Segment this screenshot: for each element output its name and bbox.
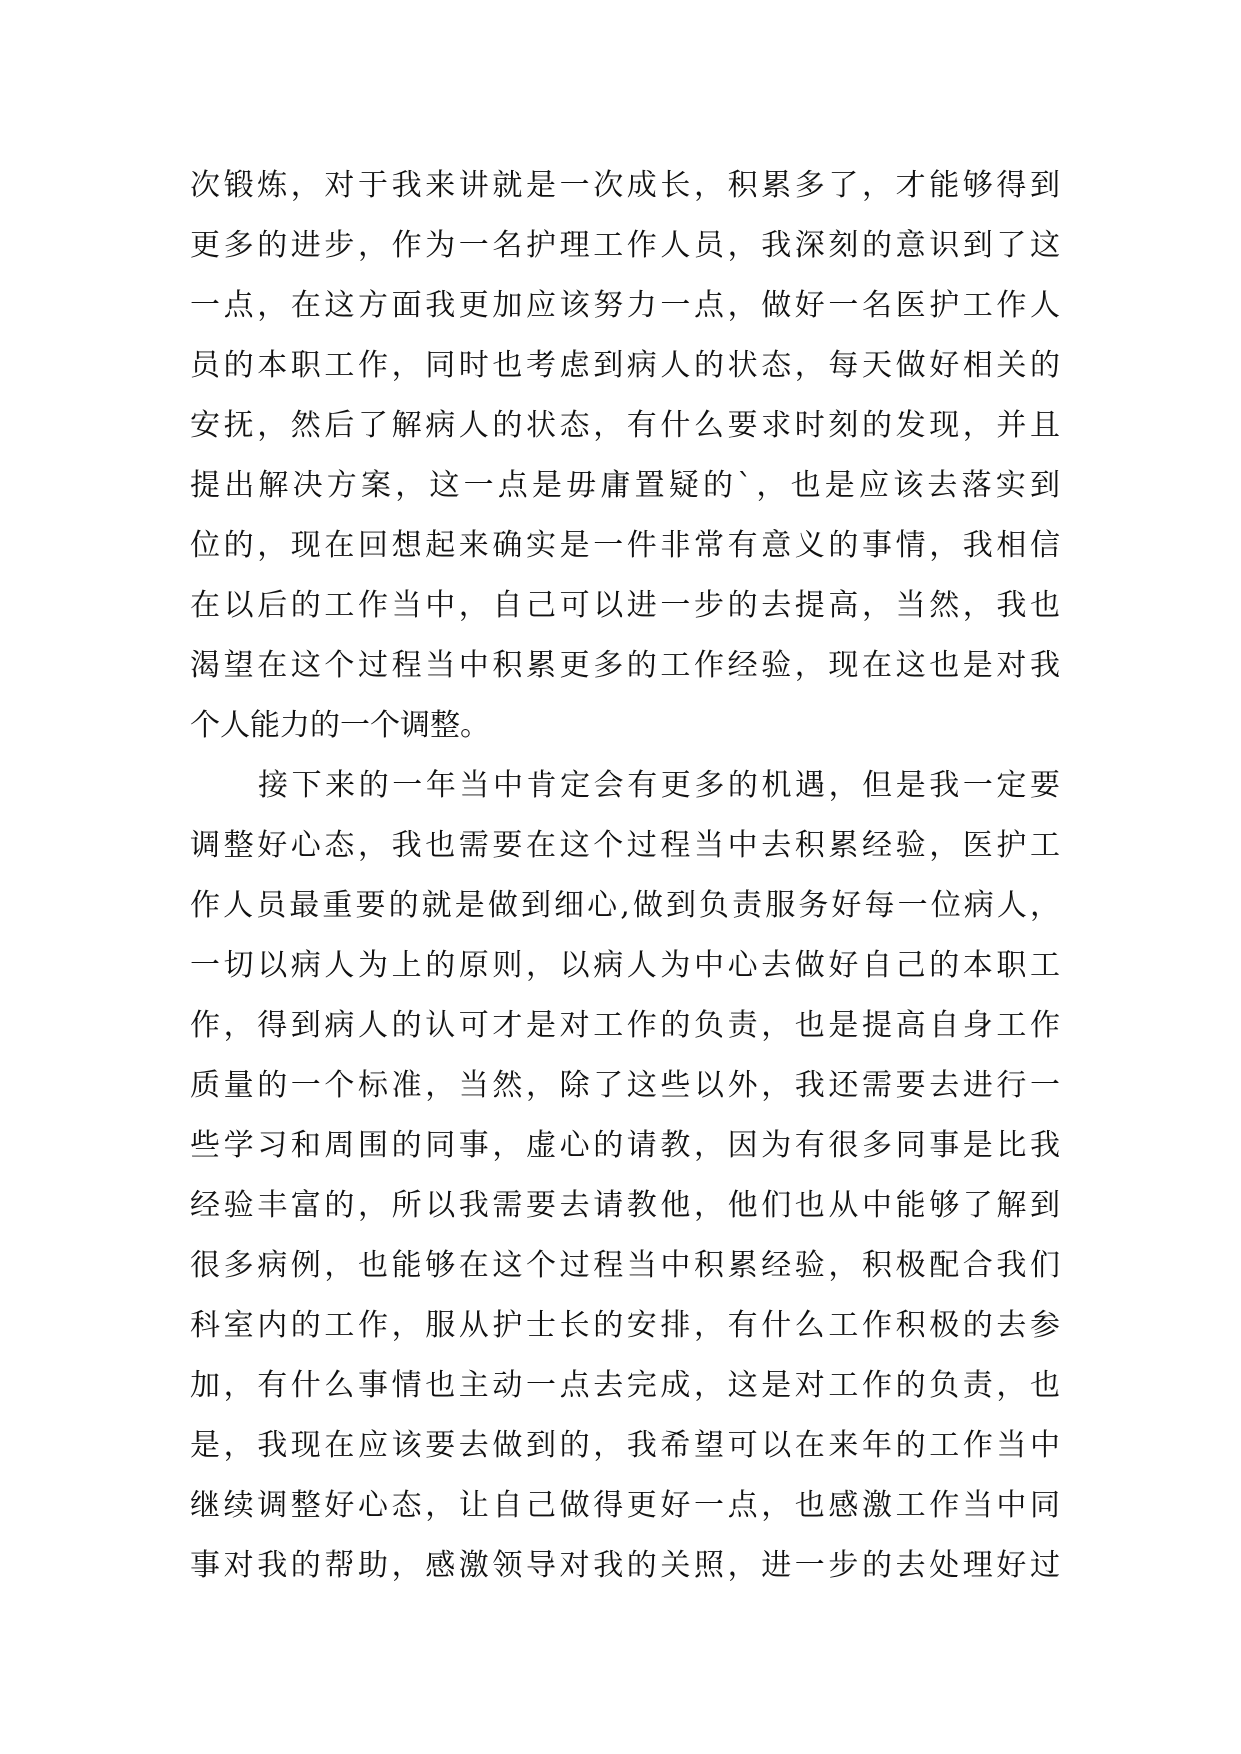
text-line: 些学习和周围的同事，虚心的请教，因为有很多同事是比我 — [190, 1128, 1060, 1163]
text-line: 次锻炼，对于我来讲就是一次成长，积累多了，才能够得到 — [190, 168, 1060, 203]
text-line: 在以后的工作当中，自己可以进一步的去提高，当然，我也 — [190, 588, 1060, 623]
text-line: 很多病例，也能够在这个过程当中积累经验，积极配合我们 — [190, 1248, 1060, 1283]
text-line: 提出解决方案，这一点是毋庸置疑的`，也是应该去落实到 — [190, 468, 1060, 503]
text-line: 安抚，然后了解病人的状态，有什么要求时刻的发现，并且 — [190, 408, 1060, 443]
text-line: 科室内的工作，服从护士长的安排，有什么工作积极的去参 — [190, 1308, 1060, 1343]
text-line: 经验丰富的，所以我需要去请教他，他们也从中能够了解到 — [190, 1188, 1060, 1223]
text-line: 一切以病人为上的原则，以病人为中心去做好自己的本职工 — [190, 948, 1060, 983]
text-line: 继续调整好心态，让自己做得更好一点，也感激工作当中同 — [190, 1488, 1060, 1523]
text-line: 个人能力的一个调整。 — [190, 708, 490, 743]
text-line: 是，我现在应该要去做到的，我希望可以在来年的工作当中 — [190, 1428, 1060, 1463]
text-line: 作，得到病人的认可才是对工作的负责，也是提高自身工作 — [190, 1008, 1060, 1043]
text-line: 事对我的帮助，感激领导对我的关照，进一步的去处理好过 — [190, 1548, 1060, 1583]
text-line: 调整好心态，我也需要在这个过程当中去积累经验，医护工 — [190, 828, 1060, 863]
text-line: 员的本职工作，同时也考虑到病人的状态，每天做好相关的 — [190, 348, 1060, 383]
text-line: 位的，现在回想起来确实是一件非常有意义的事情，我相信 — [190, 528, 1060, 563]
text-line: 作人员最重要的就是做到细心,做到负责服务好每一位病人， — [190, 888, 1060, 923]
paragraph-first-line: 接下来的一年当中肯定会有更多的机遇，但是我一定要 — [258, 768, 1060, 803]
text-line: 渴望在这个过程当中积累更多的工作经验，现在这也是对我 — [190, 648, 1060, 683]
text-line: 一点，在这方面我更加应该努力一点，做好一名医护工作人 — [190, 288, 1060, 323]
text-line: 更多的进步，作为一名护理工作人员，我深刻的意识到了这 — [190, 228, 1060, 263]
text-line: 加，有什么事情也主动一点去完成，这是对工作的负责，也 — [190, 1368, 1060, 1403]
text-line: 质量的一个标准，当然，除了这些以外，我还需要去进行一 — [190, 1068, 1060, 1103]
